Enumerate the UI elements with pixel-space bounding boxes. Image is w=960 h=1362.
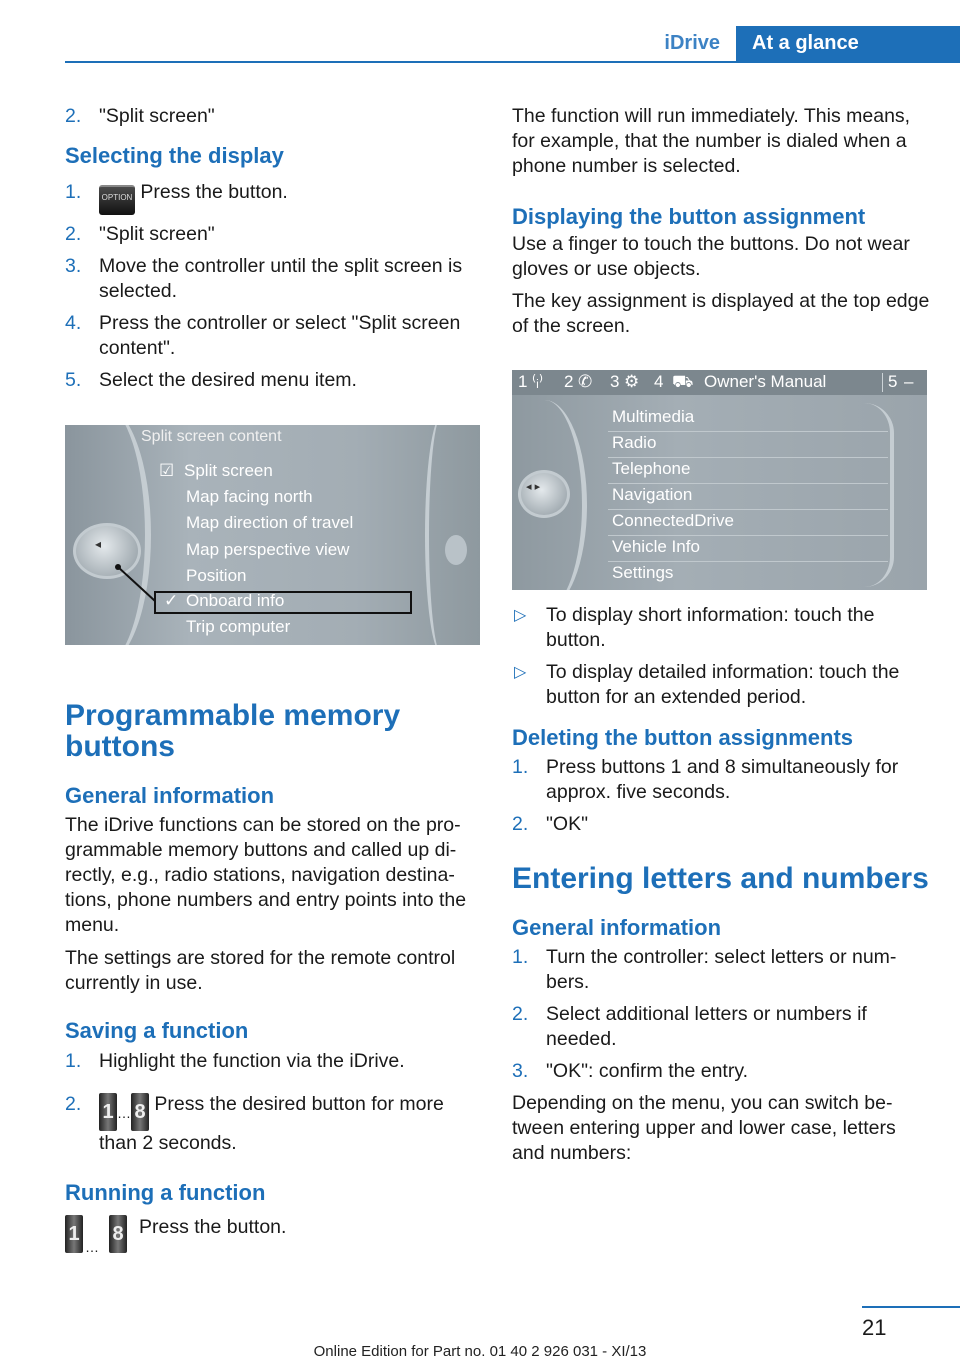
- arrow-left-icon: ◂: [95, 537, 102, 551]
- list-item: ▷ To display detailed information: touch the button for an extended period.: [514, 661, 900, 708]
- left-column: [65, 104, 483, 393]
- paragraph: The function will run immediately. This means, for example, that the number is dialed when a phone number is selected.: [512, 105, 911, 177]
- footer-edition: Online Edition for Part no. 01 40 2 926 031 - XI/13: [313, 1343, 647, 1360]
- heading-deleting-assignments: Deleting the button assignments: [512, 725, 854, 750]
- bullet-triangle-icon: ▷: [514, 664, 527, 681]
- gear-icon: ⚙: [624, 372, 640, 391]
- option-button-icon: OPTION: [99, 185, 135, 215]
- paragraph: The iDrive functions can be stored on the pro‐grammable memory buttons and called up di‐rectly, e.g., radio stations, navigation destina‐tions, phone numbers and entry points into the menu.: [65, 814, 467, 936]
- page-number: 21: [862, 1315, 887, 1340]
- bar-divider: [882, 373, 883, 392]
- running-function-row: 1 … 8 Press the button.: [65, 1215, 483, 1257]
- list-item: 3. "OK": confirm the entry.: [512, 1060, 749, 1082]
- callout-line: [65, 425, 480, 645]
- header-section: iDrive: [664, 32, 720, 54]
- list-item: 5. Select the desired menu item.: [65, 369, 357, 391]
- bar-key-5: 5: [888, 372, 898, 391]
- menu-item: Vehicle Info: [612, 537, 700, 556]
- menu-item: Map direction of travel: [186, 513, 354, 532]
- heading-saving-function: Saving a function: [65, 1018, 249, 1043]
- right-column-lower: [512, 603, 930, 1166]
- menu-item: Telephone: [612, 459, 691, 478]
- menu-item: Position: [186, 566, 247, 585]
- dash-icon: –: [904, 372, 914, 391]
- paragraph: Depending on the menu, you can switch be‐tween entering upper and lower case, letters and numbers:: [512, 1092, 896, 1164]
- list-item: 2. "Split screen": [65, 105, 215, 127]
- checkbox-icon: ☑: [159, 461, 175, 480]
- memory-button-8-icon: 8: [109, 1215, 127, 1253]
- heading-entering-letters: Entering letters and numbers: [512, 862, 929, 895]
- list-item: 1. Turn the controller: select letters or num‐bers.: [512, 946, 897, 993]
- memory-button-1-icon: 1: [99, 1093, 117, 1131]
- list-item: 3. Move the controller until the split screen is selected.: [65, 255, 463, 302]
- heading-selecting-display: Selecting the display: [65, 143, 284, 168]
- list-item: 2. 1 $_\dots$ 8 Press the desired button for more than 2 seconds.: [65, 1093, 444, 1154]
- check-icon: ✓: [164, 591, 179, 610]
- bar-key-4: 4: [654, 372, 664, 391]
- menu-item: Onboard info: [186, 591, 285, 610]
- bar-key-3: 3: [610, 372, 620, 391]
- screenshot-title: Split screen content: [141, 428, 282, 445]
- bar-label: Owner's Manual: [704, 372, 827, 391]
- heading-display-assignment: Displaying the button assignment: [512, 204, 866, 229]
- list-item: 4. Press the controller or select "Split screen content".: [65, 312, 461, 359]
- menu-item: Trip computer: [186, 617, 291, 636]
- header-chapter: At a glance: [736, 26, 960, 61]
- controller-knob-icon: [518, 470, 570, 518]
- phone-icon: ✆: [578, 372, 593, 391]
- heading-programmable: Programmable memory buttons: [65, 699, 401, 763]
- split-screen-screenshot: [65, 425, 480, 645]
- right-column: [512, 104, 930, 339]
- heading-general-information: General information: [65, 783, 275, 808]
- paragraph: Use a finger to touch the buttons. Do not wear gloves or use objects.: [512, 233, 910, 280]
- arrows-icon: ◂ ▸: [526, 481, 541, 493]
- car-icon: ⛟: [672, 372, 694, 391]
- bullet-triangle-icon: ▷: [514, 607, 527, 624]
- paragraph: The key assignment is displayed at the top edge of the screen.: [512, 290, 930, 337]
- bar-key-2: 2: [564, 372, 574, 391]
- footer-rule: [862, 1306, 960, 1308]
- menu-item: Multimedia: [612, 407, 695, 426]
- list-item: 2. Select additional letters or numbers if needed.: [512, 1003, 867, 1050]
- list-item: 1. Press buttons 1 and 8 simultaneously for approx. five seconds.: [512, 756, 899, 803]
- heading-running-function: Running a function: [65, 1180, 266, 1205]
- menu-item: ConnectedDrive: [612, 511, 734, 530]
- memory-button-1-icon: 1: [65, 1215, 83, 1253]
- menu-screenshot: [512, 370, 927, 590]
- programmable-section: [65, 700, 483, 1257]
- selecting-display-steps: [65, 180, 483, 393]
- menu-item: Split screen: [184, 461, 273, 480]
- list-item: ▷ To display short information: touch the button.: [514, 604, 875, 651]
- list-item: 2. "OK": [512, 813, 589, 835]
- heading-general-information: General information: [512, 915, 722, 940]
- menu-item: Map perspective view: [186, 540, 350, 559]
- menu-item: Settings: [612, 563, 674, 582]
- header-rule: [65, 61, 960, 63]
- bar-key-1: 1: [518, 372, 528, 391]
- list-item: 1. Highlight the function via the iDrive.: [65, 1050, 405, 1072]
- paragraph: The settings are stored for the remote control currently in use.: [65, 947, 456, 994]
- menu-item: Map facing north: [186, 487, 313, 506]
- menu-item: Radio: [612, 433, 657, 452]
- list-item: 1. OPTION Press the button.: [65, 180, 483, 215]
- menu-item: Navigation: [612, 485, 693, 504]
- signal-icon: ⁽ᵢ⁾: [532, 372, 544, 391]
- memory-button-8-icon: 8: [131, 1093, 149, 1131]
- list-item: 2. "Split screen": [65, 223, 215, 245]
